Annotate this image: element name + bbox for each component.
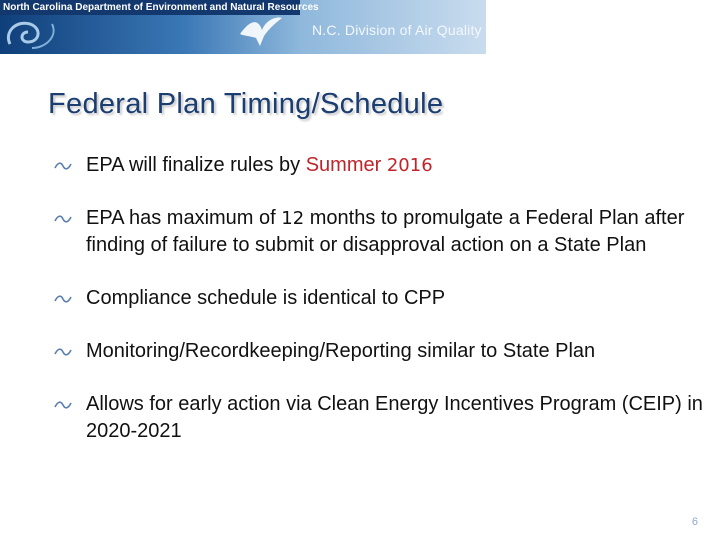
- bullet-text: Allows for early action via Clean Energy Incentives Program (CEIP) in 2020-2021: [86, 393, 703, 442]
- bullet-text: EPA has maximum of: [86, 207, 282, 229]
- header-banner: [0, 0, 486, 54]
- bullet-item: [54, 152, 704, 179]
- slide-title: Federal Plan Timing/Schedule: [48, 88, 444, 120]
- wave-bullet-icon: [54, 294, 72, 304]
- bullet-highlight: Summer: [305, 154, 387, 176]
- bullet-item: [54, 285, 704, 312]
- bullet-item: [54, 205, 704, 259]
- bullet-text: EPA will finalize rules by: [86, 154, 306, 176]
- bird-icon: [238, 12, 284, 52]
- bullet-item: [54, 338, 704, 365]
- wave-bullet-icon: [54, 214, 72, 224]
- wave-bullet-icon: [54, 400, 72, 410]
- bullet-text: Monitoring/Recordkeeping/Reporting similar to State Plan: [86, 340, 596, 362]
- swirl-logo-icon: [2, 14, 62, 54]
- wave-bullet-icon: [54, 161, 72, 171]
- bullet-text-rest: months to promulgate a Federal Plan after finding of failure to submit or disapproval action on a State Plan: [86, 207, 685, 256]
- agency-name: North Carolina Department of Environment and Natural Resources: [0, 0, 300, 15]
- bullet-text: Compliance schedule is identical to CPP: [86, 287, 446, 309]
- bullet-item: [54, 391, 704, 445]
- wave-bullet-icon: [54, 347, 72, 357]
- bullet-list: [54, 152, 704, 471]
- division-name: N.C. Division of Air Quality: [312, 22, 482, 38]
- page-number: 6: [691, 516, 698, 528]
- bullet-number: 12: [281, 208, 305, 229]
- bullet-highlight-year: 2016: [386, 155, 433, 176]
